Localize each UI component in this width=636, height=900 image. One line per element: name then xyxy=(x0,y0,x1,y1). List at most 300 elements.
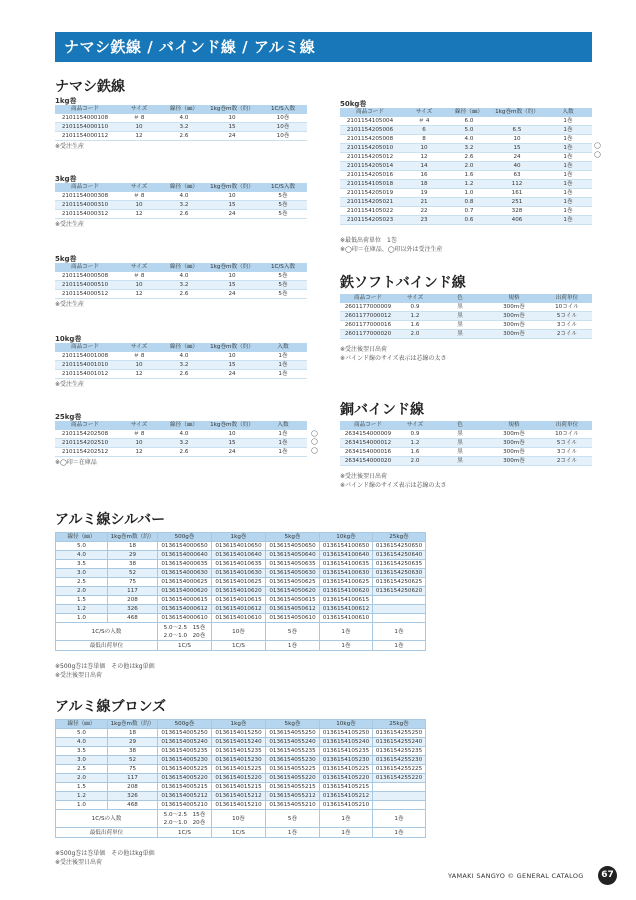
cs-value: 1巻 xyxy=(320,623,373,641)
table-cell: 2101154202512 xyxy=(55,447,115,456)
table-cell: 15 xyxy=(205,360,259,369)
table-cell: 0136154250630 xyxy=(373,569,426,578)
table-cell: 0136154010620 xyxy=(212,587,266,596)
table-cell: 0.9 xyxy=(396,303,434,312)
table-cell: 2634154000020 xyxy=(340,456,396,465)
cs-label: 1C/Sの入数 xyxy=(56,623,158,641)
table-cell: 5.0 xyxy=(56,542,108,551)
table-cell: 3.2 xyxy=(163,122,205,131)
table-cell: 2.0 xyxy=(396,329,434,338)
stock-mark: ◯ xyxy=(311,446,318,454)
table-row xyxy=(56,614,426,623)
min-value: 1C/S xyxy=(158,828,212,838)
table-cell: 1.0 xyxy=(56,614,108,623)
table-cell: 2634154000016 xyxy=(340,447,396,456)
table-cell: 4.0 xyxy=(56,738,108,747)
table-cell: 117 xyxy=(108,774,158,783)
table-cell: 0136154015215 xyxy=(212,783,266,792)
table-cell: 5コイル xyxy=(542,311,592,320)
table-cell: 1.6 xyxy=(448,170,490,179)
table-row xyxy=(340,311,592,320)
table-row xyxy=(55,430,307,439)
table-cell xyxy=(373,792,426,801)
table-cell: 1巻 xyxy=(259,369,307,378)
table-cell: 5.0 xyxy=(56,729,108,738)
min-label: 最低出荷単位 xyxy=(56,641,158,651)
table-cell: 2.0 xyxy=(56,774,108,783)
table-cell: 0136154055235 xyxy=(266,747,320,756)
table-cell: 75 xyxy=(108,578,158,587)
table-cell: 2101154000508 xyxy=(55,272,115,281)
col-header: 500g巻 xyxy=(158,720,212,729)
col-header: 5kg巻 xyxy=(266,533,320,542)
col-header: 1kg巻m数（約） xyxy=(205,421,259,430)
table-cell: 2101154205014 xyxy=(340,161,400,170)
al-silver-note-2: ※受注後翌日出荷 xyxy=(55,672,103,679)
table-row xyxy=(56,783,426,792)
table-cell: 0136154010612 xyxy=(212,605,266,614)
table-cell: 2101154105018 xyxy=(340,179,400,188)
table-row xyxy=(56,578,426,587)
col-header: 出荷単位 xyxy=(542,421,592,430)
table-cell: 3.2 xyxy=(448,143,490,152)
col-header: 1kg巻m数（約） xyxy=(205,343,259,352)
cs-row xyxy=(56,810,426,828)
table-cell: 0.9 xyxy=(396,430,434,439)
table-cell: 2コイル xyxy=(542,329,592,338)
table-cell: 10 xyxy=(205,114,259,123)
col-header: 商品コード xyxy=(55,105,115,114)
table-cell: 406 xyxy=(490,215,544,224)
table-cell: 1.0 xyxy=(448,188,490,197)
table-cell: 0136154250625 xyxy=(373,578,426,587)
table-cell: 0136154050610 xyxy=(266,614,320,623)
table-cell: 2601177000016 xyxy=(340,320,396,329)
namashi-block-table xyxy=(55,421,307,457)
table-cell: 0136154010610 xyxy=(212,614,266,623)
table-cell: 0136154100635 xyxy=(320,560,373,569)
table-cell: 0136154015240 xyxy=(212,738,266,747)
col-header: 10kg巻 xyxy=(320,533,373,542)
table-cell: 75 xyxy=(108,765,158,774)
table-cell: 2634154000012 xyxy=(340,438,396,447)
table-cell: 300m巻 xyxy=(486,320,542,329)
table-cell: 1巻 xyxy=(544,206,592,215)
cs-value: 1巻 xyxy=(373,810,426,828)
table-row xyxy=(55,272,307,281)
stock-mark: ◯ xyxy=(311,429,318,437)
table-cell: 0136154005210 xyxy=(158,801,212,810)
table-cell: 0136154000615 xyxy=(158,596,212,605)
stock-mark: ◯ xyxy=(594,142,601,149)
table-cell: 10 xyxy=(205,272,259,281)
table-cell: 5巻 xyxy=(259,272,307,281)
table-cell: 300m巻 xyxy=(486,329,542,338)
table-cell: 2101154205012 xyxy=(340,152,400,161)
namashi-block-note: ※受注生産 xyxy=(55,301,85,308)
table-cell: 2101154000308 xyxy=(55,192,115,201)
table-row xyxy=(340,320,592,329)
table-cell: 10 xyxy=(115,280,163,289)
table-cell: 2101154105004 xyxy=(340,117,400,126)
table-cell: 1巻 xyxy=(259,438,307,447)
table-cell: 12 xyxy=(115,209,163,218)
min-value: 1C/S xyxy=(212,828,266,838)
table-cell: 15 xyxy=(205,438,259,447)
table-cell: 5巻 xyxy=(259,280,307,289)
namashi-block-table xyxy=(55,183,307,219)
table-cell: 黒 xyxy=(434,320,486,329)
table-cell: 4.0 xyxy=(448,134,490,143)
table-cell: 112 xyxy=(490,179,544,188)
table-row xyxy=(56,729,426,738)
namashi-block-label: 25kg巻 xyxy=(55,413,82,421)
copper-note-1: ※受注後翌日出荷 xyxy=(340,473,388,480)
col-header: 線径（㎜） xyxy=(163,343,205,352)
table-cell: 2.0 xyxy=(448,161,490,170)
col-header: 線径（㎜） xyxy=(163,421,205,430)
copper-table xyxy=(340,421,592,466)
table-row xyxy=(55,200,307,209)
table-cell: 0136154000620 xyxy=(158,587,212,596)
table-cell: 1.5 xyxy=(56,783,108,792)
table-row xyxy=(340,134,592,143)
table-cell: 3コイル xyxy=(542,447,592,456)
cs-500g-line: 2.0〜1.0 20巻 xyxy=(163,819,206,826)
table-cell: 3.2 xyxy=(163,360,205,369)
table-cell: ＃ 8 xyxy=(115,272,163,281)
table-cell: 0136154100640 xyxy=(320,551,373,560)
table-cell: 0136154005235 xyxy=(158,747,212,756)
min-value: 1C/S xyxy=(212,641,266,651)
table-cell: 0136154005230 xyxy=(158,756,212,765)
table-row xyxy=(55,122,307,131)
table-cell: 0136154105212 xyxy=(320,792,373,801)
table-cell: 2101154000108 xyxy=(55,114,115,123)
table-cell: 1巻 xyxy=(544,152,592,161)
table-cell: 0136154010630 xyxy=(212,569,266,578)
table-cell: 4.0 xyxy=(163,272,205,281)
table-row xyxy=(340,152,592,161)
table-cell: 2.5 xyxy=(56,578,108,587)
table-cell: 3.2 xyxy=(163,280,205,289)
table-cell: 117 xyxy=(108,587,158,596)
table-cell: 12 xyxy=(115,447,163,456)
table-cell: 19 xyxy=(400,188,448,197)
table-cell: 24 xyxy=(205,447,259,456)
table-row xyxy=(340,438,592,447)
table-cell: 0136154255240 xyxy=(373,738,426,747)
table-cell: 10 xyxy=(115,200,163,209)
table-cell: 29 xyxy=(108,738,158,747)
table-cell: 300m巻 xyxy=(486,447,542,456)
table-row xyxy=(340,430,592,439)
min-value: 1C/S xyxy=(158,641,212,651)
table-cell: 0136154100620 xyxy=(320,587,373,596)
table-cell: 0.8 xyxy=(448,197,490,206)
table-cell: 208 xyxy=(108,596,158,605)
col-header: 1kg巻m数（約） xyxy=(108,720,158,729)
table-row xyxy=(56,596,426,605)
table-row xyxy=(340,447,592,456)
table-cell: 3コイル xyxy=(542,320,592,329)
table-cell: 0136154015250 xyxy=(212,729,266,738)
table-cell: 24 xyxy=(205,131,259,140)
table-cell: 1.2 xyxy=(396,311,434,320)
table-cell: 黒 xyxy=(434,430,486,439)
table-cell: 10巻 xyxy=(259,114,307,123)
namashi-block-label: 1kg巻 xyxy=(55,97,77,105)
table-cell: 0136154015235 xyxy=(212,747,266,756)
namashi-block-note: ※受注生産 xyxy=(55,381,85,388)
table-cell: 1巻 xyxy=(544,143,592,152)
table-cell: 2.6 xyxy=(163,447,205,456)
table-cell xyxy=(373,596,426,605)
table-cell: 3.2 xyxy=(163,200,205,209)
min-row xyxy=(56,828,426,838)
cs-row xyxy=(56,623,426,641)
table-row xyxy=(56,560,426,569)
table-cell: 2.0 xyxy=(56,587,108,596)
table-row xyxy=(56,801,426,810)
col-header: サイズ xyxy=(115,105,163,114)
table-cell: 1巻 xyxy=(259,430,307,439)
table-cell: 0136154000625 xyxy=(158,578,212,587)
table-cell: 1.2 xyxy=(448,179,490,188)
table-cell: 2101154205021 xyxy=(340,197,400,206)
table-cell: 0136154105230 xyxy=(320,756,373,765)
col-header: 5kg巻 xyxy=(266,720,320,729)
table-cell: 6.0 xyxy=(448,117,490,126)
col-header: 線径（㎜） xyxy=(56,720,108,729)
table-cell: 24 xyxy=(205,209,259,218)
iron-soft-note-2: ※バインド線のサイズ表示は芯線の太さ xyxy=(340,355,447,362)
cs-value: 1巻 xyxy=(373,623,426,641)
namashi-block-label: 3kg巻 xyxy=(55,175,77,183)
page-number: 67 xyxy=(598,866,617,885)
table-cell: 300m巻 xyxy=(486,303,542,312)
table-cell: 0136154015225 xyxy=(212,765,266,774)
table-cell: 3.5 xyxy=(56,560,108,569)
table-cell: 3.0 xyxy=(56,569,108,578)
table-cell: 1巻 xyxy=(544,117,592,126)
table-cell: 0136154005220 xyxy=(158,774,212,783)
table-cell: 2101154000512 xyxy=(55,289,115,298)
table-cell: 0136154105235 xyxy=(320,747,373,756)
col-header: サイズ xyxy=(396,294,434,303)
table-cell: 2101154205010 xyxy=(340,143,400,152)
table-cell xyxy=(373,801,426,810)
table-cell: 0136154000650 xyxy=(158,542,212,551)
table-row xyxy=(56,747,426,756)
min-value: 1巻 xyxy=(320,641,373,651)
table-cell: 黒 xyxy=(434,447,486,456)
col-header: 商品コード xyxy=(340,294,396,303)
table-cell: 0136154015210 xyxy=(212,801,266,810)
footer-text: YAMAKI SANGYO © GENERAL CATALOG xyxy=(448,872,584,880)
table-cell: 1.2 xyxy=(396,438,434,447)
col-header: 10kg巻 xyxy=(320,720,373,729)
iron-soft-note-1: ※受注後翌日出荷 xyxy=(340,346,388,353)
table-row xyxy=(56,792,426,801)
iron-soft-title: 鉄ソフトバインド線 xyxy=(340,275,466,291)
table-cell: 1巻 xyxy=(544,134,592,143)
namashi-block-note: ※◯印＝在庫品 xyxy=(55,459,97,466)
table-cell: 0136154100650 xyxy=(320,542,373,551)
col-header: サイズ xyxy=(396,421,434,430)
table-cell: 5巻 xyxy=(259,192,307,201)
table-cell: 0136154000640 xyxy=(158,551,212,560)
cs-value: 10巻 xyxy=(212,623,266,641)
al-silver-title: アルミ線シルバー xyxy=(55,512,166,528)
table-cell: 4.0 xyxy=(163,192,205,201)
col-header: 線径（㎜） xyxy=(163,263,205,272)
table-cell: 2101154001012 xyxy=(55,369,115,378)
table-cell: 10コイル xyxy=(542,303,592,312)
table-cell: 0136154050635 xyxy=(266,560,320,569)
namashi-title: ナマシ鉄線 xyxy=(55,79,125,95)
namashi-block-table xyxy=(55,105,307,141)
table-cell: 15 xyxy=(205,122,259,131)
table-cell: 2634154000009 xyxy=(340,430,396,439)
table-cell: 5巻 xyxy=(259,289,307,298)
table-cell: 161 xyxy=(490,188,544,197)
table-cell: 0136154250635 xyxy=(373,560,426,569)
table-cell: 1巻 xyxy=(544,125,592,134)
table-cell: 21 xyxy=(400,197,448,206)
table-cell: 0.6 xyxy=(448,215,490,224)
stock-mark: ◯ xyxy=(311,438,318,445)
table-cell: 6.5 xyxy=(490,125,544,134)
cs-500g-line: 2.0〜1.0 20巻 xyxy=(163,632,206,639)
table-cell xyxy=(373,614,426,623)
table-cell: 0136154105225 xyxy=(320,765,373,774)
table-cell: 0136154105210 xyxy=(320,801,373,810)
col-header: 1C/S入数 xyxy=(259,263,307,272)
table-cell: 0136154255230 xyxy=(373,756,426,765)
cs-500g xyxy=(158,623,212,641)
table-cell: 18 xyxy=(400,179,448,188)
table-row xyxy=(340,117,592,126)
table-cell: 52 xyxy=(108,569,158,578)
table-cell: 黒 xyxy=(434,329,486,338)
copper-title: 銅バインド線 xyxy=(340,402,424,418)
table-cell: ＃ 8 xyxy=(115,114,163,123)
table-cell: 4.0 xyxy=(163,114,205,123)
table-cell: 2.6 xyxy=(448,152,490,161)
table-cell: 468 xyxy=(108,801,158,810)
cs-500g xyxy=(158,810,212,828)
namashi-50kg-note-1: ※最低出荷単位 1巻 xyxy=(340,237,397,244)
table-cell: 2101154000312 xyxy=(55,209,115,218)
table-cell: 0136154055215 xyxy=(266,783,320,792)
min-label: 最低出荷単位 xyxy=(56,828,158,838)
table-row xyxy=(340,197,592,206)
table-cell: 1.2 xyxy=(56,792,108,801)
table-cell: 2.6 xyxy=(163,369,205,378)
table-cell: 1巻 xyxy=(544,188,592,197)
min-value: 1巻 xyxy=(373,828,426,838)
table-cell: 16 xyxy=(400,170,448,179)
table-cell: 2601177000009 xyxy=(340,303,396,312)
table-cell: 1巻 xyxy=(544,179,592,188)
table-cell: 2101154205016 xyxy=(340,170,400,179)
table-cell: ＃ 8 xyxy=(115,430,163,439)
col-header: 線径（㎜） xyxy=(448,108,490,117)
col-header: 商品コード xyxy=(55,183,115,192)
table-cell: 10 xyxy=(205,430,259,439)
namashi-50kg-table xyxy=(340,108,592,225)
cs-500g-line: 5.0〜2.5 15巻 xyxy=(163,811,206,818)
table-cell: 黒 xyxy=(434,303,486,312)
table-cell: 5コイル xyxy=(542,438,592,447)
table-cell: 0136154255220 xyxy=(373,774,426,783)
table-cell: 0136154050630 xyxy=(266,569,320,578)
table-row xyxy=(340,215,592,224)
col-header: 商品コード xyxy=(340,421,396,430)
page-banner: ナマシ鉄線 / バインド線 / アルミ線 xyxy=(55,32,592,62)
table-cell: 6 xyxy=(400,125,448,134)
col-header: 1kg巻m数（約） xyxy=(490,108,544,117)
col-header: 入数 xyxy=(259,421,307,430)
cs-value: 5巻 xyxy=(266,810,320,828)
table-cell: 0136154010625 xyxy=(212,578,266,587)
col-header: サイズ xyxy=(115,343,163,352)
table-cell: 0136154050640 xyxy=(266,551,320,560)
table-cell: 8 xyxy=(400,134,448,143)
table-row xyxy=(56,738,426,747)
table-cell: 2.6 xyxy=(163,131,205,140)
namashi-50kg-label: 50kg巻 xyxy=(340,100,367,108)
col-header: 入数 xyxy=(259,343,307,352)
copper-note-2: ※バインド線のサイズ表示は芯線の太さ xyxy=(340,482,447,489)
table-cell: 1巻 xyxy=(544,161,592,170)
al-bronze-table xyxy=(55,719,426,838)
table-cell: 0136154105240 xyxy=(320,738,373,747)
al-bronze-title: アルミ線ブロンズ xyxy=(55,699,167,715)
table-row xyxy=(340,303,592,312)
col-header: 色 xyxy=(434,294,486,303)
cs-value: 5巻 xyxy=(266,623,320,641)
table-cell: 63 xyxy=(490,170,544,179)
table-cell: 黒 xyxy=(434,456,486,465)
table-cell: 0136154050615 xyxy=(266,596,320,605)
table-cell: 0136154050612 xyxy=(266,605,320,614)
table-cell: 40 xyxy=(490,161,544,170)
col-header: 1kg巻 xyxy=(212,720,266,729)
table-row xyxy=(340,161,592,170)
table-row xyxy=(55,114,307,123)
table-cell: 15 xyxy=(205,200,259,209)
table-cell: 2101154202508 xyxy=(55,430,115,439)
table-cell: 2コイル xyxy=(542,456,592,465)
table-cell: 0136154055240 xyxy=(266,738,320,747)
table-row xyxy=(55,369,307,378)
cs-500g-line: 5.0〜2.5 15巻 xyxy=(163,624,206,631)
al-silver-table xyxy=(55,532,426,651)
table-cell: 0136154005240 xyxy=(158,738,212,747)
table-row xyxy=(340,188,592,197)
table-cell: 0136154105250 xyxy=(320,729,373,738)
table-cell: 1.6 xyxy=(396,320,434,329)
table-cell: 24 xyxy=(490,152,544,161)
table-cell: 15 xyxy=(205,280,259,289)
table-cell: 0136154015220 xyxy=(212,774,266,783)
table-row xyxy=(55,352,307,361)
table-cell: ＃ 8 xyxy=(115,192,163,201)
table-row xyxy=(340,179,592,188)
table-cell: 4.0 xyxy=(163,430,205,439)
